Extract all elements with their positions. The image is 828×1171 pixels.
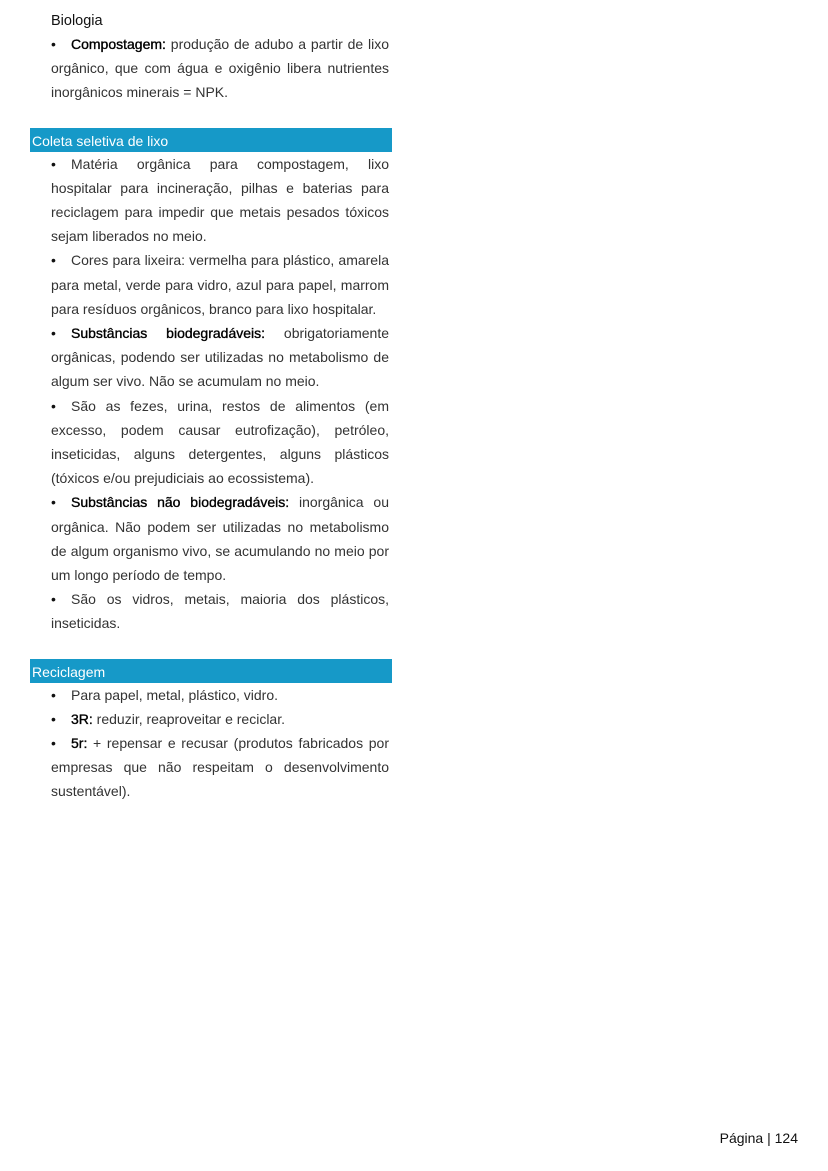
bullet-icon: • xyxy=(51,325,56,342)
paragraph-text: São as fezes, urina, restos de alimentos (em excesso, podem causar eutrofização), petróleo, inseticidas, alguns detergentes, alguns plásticos (tóxicos e/ou prejudiciais ao ecossistema). xyxy=(51,397,389,487)
paragraph-text: Matéria orgânica para compostagem, lixo hospitalar para incineração, pilhas e baterias para reciclagem para impedir que metais pesados tóxicos sejam liberados no meio. xyxy=(51,155,389,245)
bullet-icon: • xyxy=(51,36,56,52)
bullet-icon: • xyxy=(51,710,56,727)
term-label: 3R: xyxy=(71,710,93,727)
bullet-icon: • xyxy=(51,735,56,752)
list-item xyxy=(51,490,389,587)
term-label: Compostagem: xyxy=(71,36,166,52)
paragraph-text: reduzir, reaproveitar e reciclar. xyxy=(92,710,285,727)
bullet-icon: • xyxy=(51,591,56,608)
paragraph-text: inorgânica ou orgânica. Não podem ser utilizadas no metabolismo de algum organismo vivo, se acumulando no meio por um longo período de tempo. xyxy=(51,494,389,584)
section-title-reciclagem: Reciclagem xyxy=(30,659,392,683)
list-item xyxy=(51,321,389,394)
list-item xyxy=(51,731,389,804)
list-item xyxy=(51,587,389,635)
paragraph-text: Para papel, metal, plástico, vidro. xyxy=(71,686,278,703)
page-number: Página | 124 xyxy=(719,1130,798,1146)
content-column xyxy=(30,10,392,804)
intro-paragraph xyxy=(51,32,389,105)
paragraph-text: obrigatoriamente orgânicas, podendo ser utilizadas no metabolismo de algum ser vivo. Não se acumulam no meio. xyxy=(51,325,389,390)
bullet-icon: • xyxy=(51,252,56,269)
list-item xyxy=(51,683,389,707)
term-label: Substâncias biodegradáveis: xyxy=(71,325,266,342)
term-label: 5r: xyxy=(71,735,88,752)
paragraph-text: produção de adubo a partir de lixo orgânico, que com água e oxigênio libera nutrientes inorgânicos minerais = NPK. xyxy=(51,36,389,101)
list-item xyxy=(51,707,389,731)
list-item xyxy=(51,152,389,249)
bullet-icon: • xyxy=(51,494,56,511)
term-label: Substâncias não biodegradáveis: xyxy=(71,494,290,511)
paragraph-text: Cores para lixeira: vermelha para plástico, amarela para metal, verde para vidro, azul para papel, marrom para resíduos orgânicos, branco para lixo hospitalar. xyxy=(51,252,389,317)
bullet-icon: • xyxy=(51,397,56,414)
section-title-coleta: Coleta seletiva de lixo xyxy=(30,128,392,152)
bullet-icon: • xyxy=(51,155,56,172)
bullet-icon: • xyxy=(51,686,56,703)
paragraph-text: São os vidros, metais, maioria dos plásticos, inseticidas. xyxy=(51,591,389,632)
subject-heading: Biologia xyxy=(51,13,103,29)
list-item xyxy=(51,248,389,321)
paragraph-text: + repensar e recusar (produtos fabricados por empresas que não respeitam o desenvolvimento sustentável). xyxy=(51,735,389,800)
list-item xyxy=(51,394,389,491)
